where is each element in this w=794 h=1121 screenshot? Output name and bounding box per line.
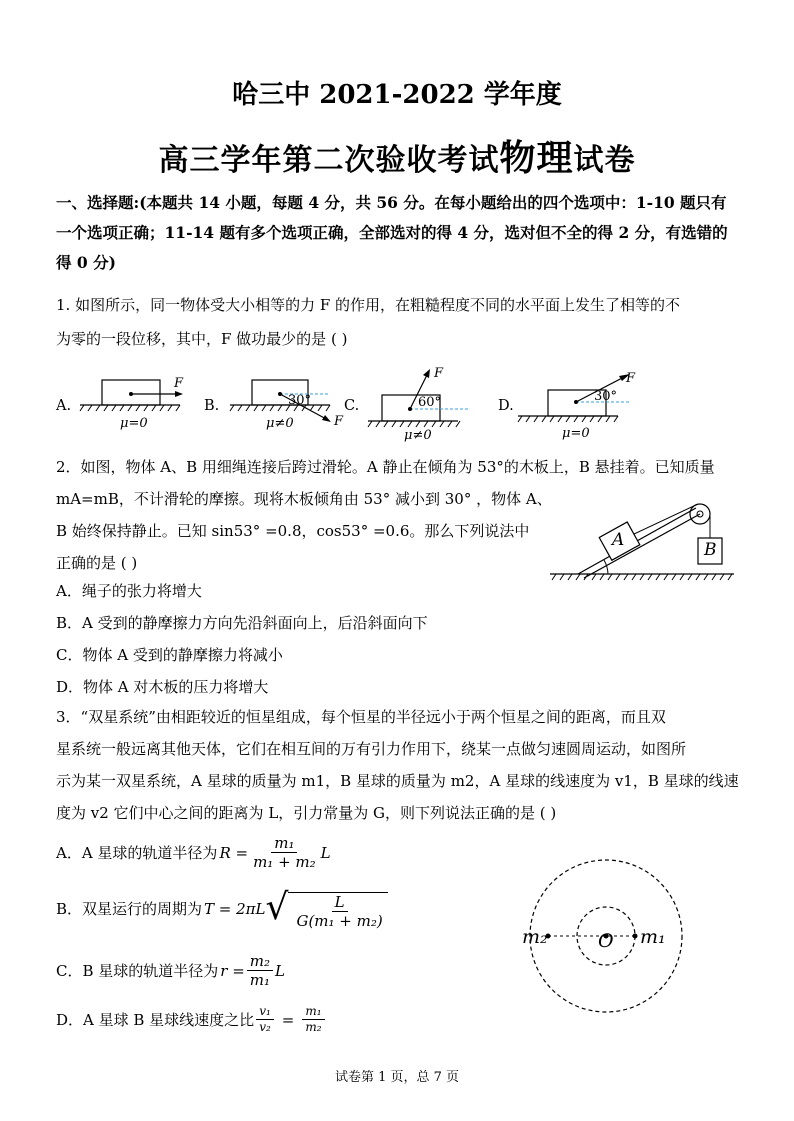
question-1-stem bbox=[56, 290, 680, 354]
exam-title bbox=[0, 130, 794, 181]
q1-figure-c-angle: 60° bbox=[418, 395, 442, 410]
q2-line-2: mA=mB，不计滑轮的摩擦。现将木板倾角由 53° 减小到 30° ，物体 A、 bbox=[56, 490, 552, 508]
q3-option-c-lhs: r = bbox=[220, 961, 245, 980]
section-line-2: 一个选项正确；11-14 题有多个选项正确，全部选对的得 4 分，选对但不全的得 2 分，有选错的 bbox=[56, 223, 728, 242]
q3-option-c-text: C．B 星球的轨道半径为 bbox=[56, 961, 219, 980]
q1-figure-b-mu: μ≠0 bbox=[266, 416, 294, 431]
q1-option-d-label: D. bbox=[498, 398, 514, 414]
page-footer: 试卷第 1 页，总 7 页 bbox=[334, 1070, 460, 1085]
q2-line-3: B 始终保持静止。已知 sin53° =0.8，cos53° =0.6。那么下列说法中 bbox=[56, 522, 530, 540]
q2-option-d: D．物体 A 对木板的压力将增大 bbox=[56, 678, 269, 696]
q3-option-b bbox=[56, 888, 388, 930]
q3-line-2: 星系统一般远离其他天体，它们在相互间的万有引力作用下，绕某一点做匀速圆周运动，如图所 bbox=[56, 740, 687, 758]
q1-figure-d-mu: μ=0 bbox=[562, 426, 590, 441]
exam-title-subject: 物理 bbox=[499, 137, 574, 179]
q1-figure-c-mu: μ≠0 bbox=[404, 428, 432, 443]
q3-option-c bbox=[56, 952, 285, 989]
q3-option-d-num2: m₁ bbox=[302, 1004, 324, 1020]
question-3-stem bbox=[56, 702, 739, 828]
q3-option-d-den1: v₂ bbox=[259, 1020, 271, 1034]
q3-option-b-radical: √ $\frac{L}{\text{G(m₁ + m₂)}}$ bbox=[266, 888, 388, 930]
q3-star-m2-label: m₂ bbox=[522, 926, 548, 948]
q3-star-m1-label: m₁ bbox=[640, 926, 666, 948]
q3-option-d-eq: = bbox=[281, 1010, 295, 1029]
q3-option-a-text: A．A 星球的轨道半径为 bbox=[56, 843, 218, 862]
q3-option-a-tail: L bbox=[320, 843, 331, 862]
q1-figure-c-force: F bbox=[434, 366, 444, 381]
q3-option-b-lhs: T = 2πL bbox=[204, 900, 266, 918]
q1-figure-d-angle: 30° bbox=[594, 389, 618, 404]
q3-option-d-num1: v₁ bbox=[256, 1004, 274, 1020]
q1-option-c-label: C. bbox=[344, 398, 360, 414]
exam-title-pre: 高三学年第二次验收考试 bbox=[158, 143, 500, 178]
q2-option-a: A．绳子的张力将增大 bbox=[56, 582, 202, 600]
q3-line-1: 3．“双星系统”由相距较近的恒星组成，每个恒星的半径远小于两个恒星之间的距离，而且双 bbox=[56, 708, 666, 726]
exam-title-post: 试卷 bbox=[573, 143, 636, 178]
q1-figure-d-force: F bbox=[626, 371, 636, 386]
q2-options bbox=[56, 576, 428, 702]
q2-option-b: B．A 受到的静摩擦力方向先沿斜面向上，后沿斜面向下 bbox=[56, 614, 428, 632]
q3-line-4: 度为 v2 它们中心之间的距离为 L，引力常量为 G，则下列说法正确的是 ( ) bbox=[56, 804, 557, 822]
exam-header-line1: 哈三中 2021-2022 学年度 bbox=[232, 80, 562, 110]
q3-option-d-den2: m₂ bbox=[305, 1020, 322, 1034]
q3-option-b-text: B．双星运行的周期为 bbox=[56, 900, 203, 918]
q3-option-d bbox=[56, 1004, 327, 1035]
q3-option-a-num: m₁ bbox=[271, 834, 297, 853]
q3-option-a bbox=[56, 834, 331, 871]
q1-option-b-label: B. bbox=[204, 398, 220, 414]
q2-line-4: 正确的是 ( ) bbox=[56, 554, 138, 572]
q2-block-a-label: A bbox=[612, 530, 625, 550]
q3-option-c-num: m₂ bbox=[247, 952, 273, 971]
q3-option-c-den: m₁ bbox=[249, 971, 271, 989]
q3-center-o-label: O bbox=[598, 930, 614, 952]
q1-figure-b-angle: 30° bbox=[288, 393, 312, 408]
q3-line-3: 示为某一双星系统，A 星球的质量为 m1，B 星球的质量为 m2，A 星球的线速度为 v1，B 星球的线速 bbox=[56, 772, 739, 790]
q1-option-a-label: A. bbox=[56, 398, 72, 414]
q1-line-2: 为零的一段位移，其中，F 做功最少的是 ( ) bbox=[56, 330, 348, 348]
q3-option-a-lhs: R = bbox=[219, 843, 249, 862]
q3-option-d-text: D．A 星球 B 星球线速度之比 bbox=[56, 1010, 255, 1029]
q1-line-1: 1. 如图所示，同一物体受大小相等的力 F 的作用，在粗糙程度不同的水平面上发生了相等的不 bbox=[56, 296, 681, 314]
q3-option-b-num: L bbox=[332, 893, 348, 912]
q3-option-c-tail: L bbox=[275, 961, 286, 980]
q3-option-b-den: G(m₁ + m₂) bbox=[296, 912, 383, 930]
section-instructions bbox=[56, 188, 728, 278]
q2-block-b-label: B bbox=[704, 540, 717, 560]
q3-option-a-den: m₁ + m₂ bbox=[253, 853, 316, 871]
q2-line-1: 2．如图，物体 A、B 用细绳连接后跨过滑轮。A 静止在倾角为 53°的木板上，B 悬挂着。已知质量 bbox=[56, 458, 715, 476]
q2-option-c: C．物体 A 受到的静摩擦力将减小 bbox=[56, 646, 283, 664]
q1-figure-a-mu: μ=0 bbox=[120, 416, 148, 431]
section-line-1: 一、选择题:(本题共 14 小题，每题 4 分，共 56 分。在每小题给出的四个选项中：1-10 题只有 bbox=[56, 193, 727, 212]
q1-figure-b-force: F bbox=[334, 414, 344, 429]
q1-figure-a-force: F bbox=[174, 376, 184, 391]
section-line-3: 得 0 分) bbox=[56, 253, 116, 272]
